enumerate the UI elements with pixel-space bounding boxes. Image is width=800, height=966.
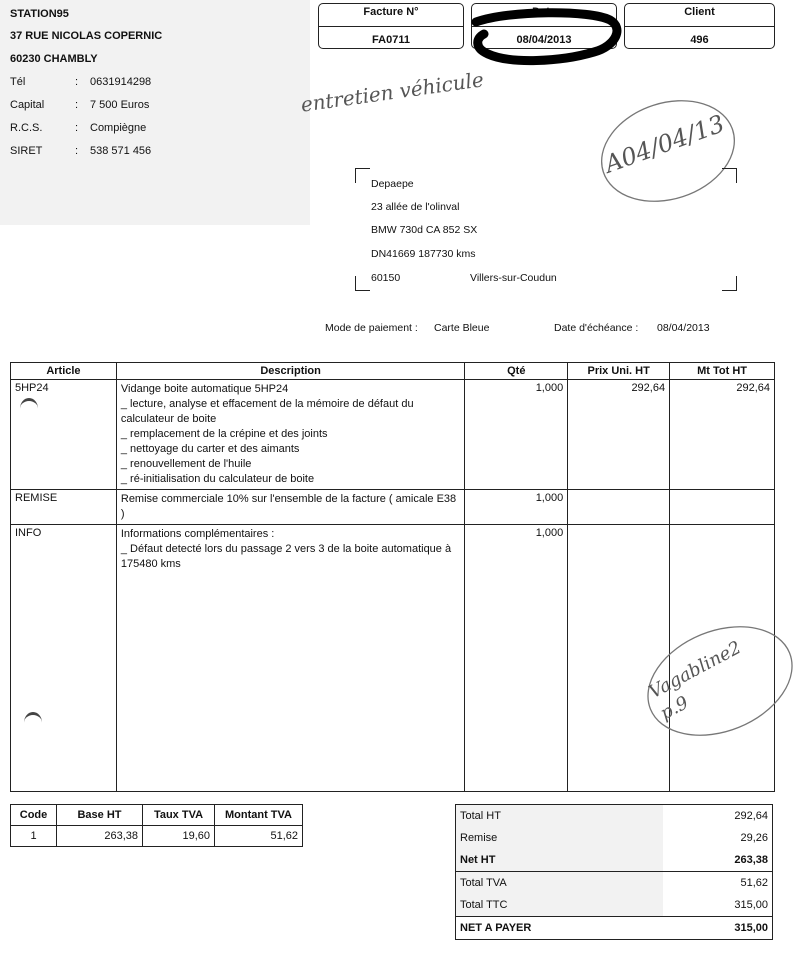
totals-row: [456, 872, 773, 895]
row-article: 5HP24: [11, 380, 117, 490]
row-description: Informations complémentaires : _ Défaut detecté lors du passage 2 vers 3 de la boite automatique à 175480 kms: [116, 525, 464, 575]
net-ht-value: 263,38: [663, 849, 773, 872]
company-city: 60230 CHAMBLY: [10, 53, 98, 65]
row-unit-price: 292,64: [568, 380, 670, 490]
row-total: [670, 490, 775, 525]
totals-row: [456, 894, 773, 917]
recipient-address: 23 allée de l'olinval: [371, 201, 460, 213]
invoice-number-label: Facture N°: [363, 6, 419, 18]
row-total: [670, 525, 775, 575]
company-phone: 0631914298: [90, 76, 152, 88]
company-siret: 538 571 456: [90, 145, 152, 157]
total-ht-value: 292,64: [663, 805, 773, 828]
totals-row: [456, 805, 773, 828]
row-qty: 1,000: [465, 525, 568, 575]
row-article: INFO: [11, 525, 117, 575]
punch-hole-mark: [20, 398, 38, 419]
table-row: [11, 525, 775, 575]
discount-label: Remise: [456, 827, 663, 849]
total-vat-label: Total TVA: [456, 872, 663, 895]
totals-row: [456, 917, 773, 940]
vat-code-header: Code: [11, 805, 57, 826]
col-total-header: Mt Tot HT: [670, 363, 775, 380]
totals-row: [456, 827, 773, 849]
discount-value: 29,26: [663, 827, 773, 849]
client-label: Client: [684, 6, 715, 18]
company-capital: 7 500 Euros: [90, 99, 150, 111]
company-info-sep: :: [75, 145, 79, 157]
vat-header-row: [11, 805, 303, 826]
amount-due-label: NET A PAYER: [456, 917, 663, 940]
vat-table: [10, 804, 303, 847]
col-unit-price-header: Prix Uni. HT: [568, 363, 670, 380]
client-value: 496: [690, 34, 709, 46]
row-total: 292,64: [670, 380, 775, 490]
payment-mode-label: Mode de paiement :: [325, 322, 418, 334]
net-ht-label: Net HT: [456, 849, 663, 872]
client-box: [624, 3, 775, 49]
company-rcs: Compiègne: [90, 122, 147, 134]
recipient-postcode: 60150: [371, 272, 401, 284]
row-unit-price: [568, 525, 670, 575]
company-name: STATION95: [10, 8, 69, 20]
company-info-sep: :: [75, 76, 79, 88]
company-info-label: Capital: [10, 99, 45, 111]
total-ht-label: Total HT: [456, 805, 663, 828]
company-street: 37 RUE NICOLAS COPERNIC: [10, 30, 163, 42]
vat-amount: 51,62: [215, 826, 303, 847]
vat-base-header: Base HT: [57, 805, 143, 826]
col-qty-header: Qté: [465, 363, 568, 380]
col-description-header: Description: [116, 363, 464, 380]
table-header-row: [11, 363, 775, 380]
company-info-sep: :: [75, 99, 79, 111]
company-info-sep: :: [75, 122, 79, 134]
row-unit-price: [568, 490, 670, 525]
total-ttc-value: 315,00: [663, 894, 773, 917]
vat-amount-header: Montant TVA: [215, 805, 303, 826]
recipient-vehicle: BMW 730d CA 852 SX: [371, 224, 478, 236]
totals-row: [456, 849, 773, 872]
company-info-label: R.C.S.: [10, 122, 43, 134]
row-article: REMISE: [11, 490, 117, 525]
total-ttc-label: Total TTC: [456, 894, 663, 917]
due-date-label: Date d'échéance :: [554, 322, 639, 334]
date-label: Date: [532, 6, 556, 18]
table-row: [11, 380, 775, 490]
row-qty: 1,000: [465, 380, 568, 490]
amount-due-value: 315,00: [663, 917, 773, 940]
table-row: [11, 490, 775, 525]
vat-code: 1: [11, 826, 57, 847]
vat-row: [11, 826, 303, 847]
recipient-vin-km: DN41669 187730 kms: [371, 248, 476, 260]
marker-scribble: [470, 8, 630, 78]
handwritten-reference: Vagabline2 p.9: [645, 637, 745, 725]
invoice-number-box: [318, 3, 464, 49]
invoice-number-value: FA0711: [372, 34, 410, 46]
recipient-city: Villers-sur-Coudun: [470, 272, 557, 284]
row-qty: 1,000: [465, 490, 568, 525]
punch-hole-mark: [24, 712, 42, 733]
vat-rate: 19,60: [143, 826, 215, 847]
row-description: Remise commerciale 10% sur l'ensemble de la facture ( amicale E38 ): [116, 490, 464, 525]
row-description: Vidange boite automatique 5HP24 _ lecture, analyse et effacement de la mémoire de défaut du calculateur de boite _ remplacement de la crépine et des joints _ nettoyage du carter et des aimants _ renouvellement de l'huile _ ré-initialisation du calculateur de boite: [116, 380, 464, 490]
handwritten-date: A04/04/13: [600, 109, 729, 179]
vat-rate-header: Taux TVA: [143, 805, 215, 826]
due-date-value: 08/04/2013: [657, 322, 710, 334]
company-info-label: Tél: [10, 76, 26, 88]
col-article-header: Article: [11, 363, 117, 380]
date-value: 08/04/2013: [516, 34, 572, 46]
totals-table: [455, 804, 773, 940]
payment-mode-value: Carte Bleue: [434, 322, 490, 334]
company-info-label: SIRET: [10, 145, 43, 157]
handwritten-note: entretien véhicule: [299, 67, 486, 117]
vat-base: 263,38: [57, 826, 143, 847]
recipient-name: Depaepe: [371, 178, 414, 190]
total-vat-value: 51,62: [663, 872, 773, 895]
